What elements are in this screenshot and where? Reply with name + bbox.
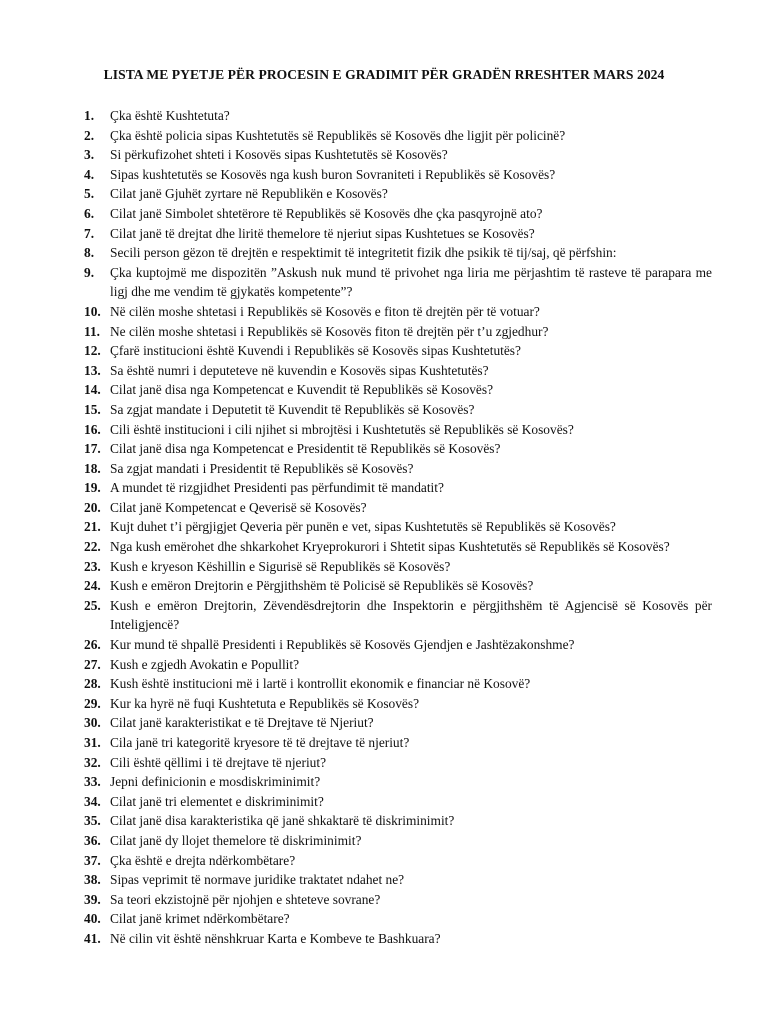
question-item	[84, 537, 712, 557]
question-text: Cilat janë disa nga Kompetencat e Presidentit të Republikës së Kosovës?	[110, 441, 501, 457]
question-item	[84, 655, 712, 675]
question-text: Çka është e drejta ndërkombëtare?	[110, 852, 296, 868]
document-title: LISTA ME PYETJE PËR PROCESIN E GRADIMIT PËR GRADËN RRESHTER MARS 2024	[103, 67, 665, 82]
question-number: 3.	[84, 147, 95, 163]
question-item	[84, 145, 712, 165]
question-item	[84, 126, 712, 146]
question-number: 4.	[84, 166, 95, 182]
question-text: Jepni definicionin e mosdiskriminimit?	[110, 774, 321, 790]
question-item	[84, 204, 712, 224]
question-text: Sa është numri i deputeteve në kuvendin e Kosovës sipas Kushtetutës?	[110, 362, 489, 378]
question-number: 23.	[84, 558, 101, 574]
question-item	[84, 811, 712, 831]
question-number: 2.	[84, 127, 95, 143]
question-text: Kush e kryeson Këshillin e Sigurisë së Republikës së Kosovës?	[110, 558, 451, 574]
question-text: Çfarë institucioni është Kuvendi i Republikës së Kosovës sipas Kushtetutës?	[110, 343, 521, 359]
question-number: 28.	[84, 676, 101, 692]
question-text: Sa teori ekzistojnë për njohjen e shteteve sovrane?	[110, 891, 381, 907]
question-item	[84, 909, 712, 929]
question-text: Kush është institucioni më i lartë i kontrollit ekonomik e financiar në Kosovë?	[110, 676, 531, 692]
question-number: 11.	[84, 323, 100, 339]
question-item	[84, 674, 712, 694]
question-item	[84, 576, 712, 596]
question-item	[84, 517, 712, 537]
question-item	[84, 694, 712, 714]
question-item	[84, 380, 712, 400]
question-item	[84, 772, 712, 792]
question-number: 38.	[84, 872, 101, 888]
question-text: Cilat janë disa karakteristika që janë shkaktarë të diskriminimit?	[110, 813, 455, 829]
question-item	[84, 792, 712, 812]
question-number: 9.	[84, 264, 95, 280]
question-number: 31.	[84, 735, 101, 750]
question-number: 17.	[84, 441, 101, 457]
question-item	[84, 596, 712, 635]
question-item	[84, 184, 712, 204]
question-text: Kush e emëron Drejtorin e Përgjithshëm të Policisë së Republikës së Kosovës?	[110, 578, 534, 594]
question-number: 14.	[84, 382, 101, 398]
question-text: Cilat janë Gjuhët zyrtare në Republikën e Kosovës?	[110, 186, 388, 202]
question-text: Cili është qëllimi i të drejtave të njeriut?	[110, 754, 327, 770]
question-item	[84, 635, 712, 655]
question-number: 1.	[84, 108, 95, 123]
question-number: 25.	[84, 597, 101, 613]
question-text: Cili është institucioni i cili njihet si mbrojtësi i Kushtetutës së Republikës së Kosovës?	[110, 421, 574, 437]
question-text: A mundet të rizgjidhet Presidenti pas përfundimit të mandatit?	[110, 480, 444, 496]
question-item	[84, 851, 712, 871]
question-item	[84, 713, 712, 733]
question-item	[84, 420, 712, 440]
question-text: Cilat janë Simbolet shtetërore të Republikës së Kosovës dhe çka pasqyrojnë ato?	[110, 205, 543, 221]
question-number: 19.	[84, 480, 101, 496]
question-item	[84, 478, 712, 498]
question-number: 10.	[84, 303, 101, 319]
question-number: 13.	[84, 362, 101, 378]
question-text: Ne cilën moshe shtetasi i Republikës së Kosovës fiton të drejtën për t’u zgjedhur?	[110, 323, 549, 339]
question-text: Sa zgjat mandate i Deputetit të Kuvendit të Republikës së Kosovës?	[110, 401, 475, 417]
question-text: Cila janë tri kategoritë kryesore të të drejtave të njeriut?	[110, 735, 410, 750]
question-number: 34.	[84, 793, 101, 809]
question-item	[84, 831, 712, 851]
question-number: 12.	[84, 343, 101, 359]
question-number: 33.	[84, 774, 101, 790]
question-number: 7.	[84, 225, 95, 241]
question-number: 41.	[84, 930, 101, 946]
question-number: 30.	[84, 715, 101, 731]
question-number: 26.	[84, 637, 101, 653]
question-text: Cilat janë karakteristikat e të Drejtave të Njeriut?	[110, 715, 374, 731]
question-item	[84, 302, 712, 322]
question-number: 20.	[84, 499, 101, 515]
question-item	[84, 224, 712, 244]
question-item	[84, 753, 712, 773]
question-number: 22.	[84, 539, 101, 555]
question-item	[84, 263, 712, 302]
question-item	[84, 733, 712, 753]
question-number: 15.	[84, 401, 101, 417]
question-item	[84, 498, 712, 518]
question-text: Si përkufizohet shteti i Kosovës sipas Kushtetutës së Kosovës?	[110, 147, 448, 163]
question-text: Cilat janë krimet ndërkombëtare?	[110, 911, 290, 927]
question-item	[84, 243, 712, 263]
question-item	[84, 459, 712, 479]
question-number: 32.	[84, 754, 101, 770]
question-text: Cilat janë tri elementet e diskriminimit?	[110, 793, 324, 809]
question-number: 24.	[84, 578, 101, 594]
question-text: Nga kush emërohet dhe shkarkohet Kryeprokurori i Shtetit sipas Kushtetutës së Republikës së Kosovës?	[110, 539, 670, 555]
question-number: 8.	[84, 245, 95, 261]
question-text: Cilat janë Kompetencat e Qeverisë së Kosovës?	[110, 499, 367, 515]
question-number: 39.	[84, 891, 101, 907]
question-number: 37.	[84, 852, 101, 868]
question-number: 18.	[84, 460, 101, 476]
question-text: Kur ka hyrë në fuqi Kushtetuta e Republikës së Kosovës?	[110, 695, 420, 711]
question-text: Çka është policia sipas Kushtetutës së Republikës së Kosovës dhe ligjit për policinë?	[110, 127, 566, 143]
question-text: Sa zgjat mandati i Presidentit të Republikës së Kosovës?	[110, 460, 414, 476]
question-text: Cilat janë dy llojet themelore të diskriminimit?	[110, 832, 362, 848]
question-number: 16.	[84, 421, 101, 437]
question-text: Në cilin vit është nënshkruar Karta e Kombeve te Bashkuara?	[110, 930, 441, 946]
question-number: 40.	[84, 911, 101, 927]
question-text: Kush e emëron Drejtorin, Zëvendësdrejtorin dhe Inspektorin e përgjithshëm të Agjencisë së Kosovës për Inteligjencë?	[110, 597, 712, 633]
question-item	[84, 322, 712, 342]
question-item	[84, 361, 712, 381]
question-text: Sipas kushtetutës se Kosovës nga kush buron Sovraniteti i Republikës së Kosovës?	[110, 166, 556, 182]
question-item	[84, 400, 712, 420]
question-item	[84, 929, 712, 949]
question-item	[84, 165, 712, 185]
question-item	[84, 557, 712, 577]
question-list	[84, 106, 712, 949]
question-number: 29.	[84, 695, 101, 711]
question-number: 21.	[84, 519, 101, 535]
question-number: 36.	[84, 832, 101, 848]
question-text: Cilat janë të drejtat dhe liritë themelore të njeriut sipas Kushtetues se Kosovës?	[110, 225, 535, 241]
question-number: 5.	[84, 186, 95, 202]
question-text: Çka është Kushtetuta?	[110, 108, 230, 123]
question-text: Secili person gëzon të drejtën e respektimit të integritetit fizik dhe psikik të tij/saj, që përfshin:	[110, 245, 617, 261]
question-number: 35.	[84, 813, 101, 829]
question-text: Kujt duhet t’i përgjigjet Qeveria për punën e vet, sipas Kushtetutës së Republikës së Kosovës?	[110, 519, 616, 535]
question-number: 6.	[84, 205, 95, 221]
question-item	[84, 870, 712, 890]
question-text: Sipas veprimit të normave juridike traktatet ndahet ne?	[110, 872, 405, 888]
question-text: Cilat janë disa nga Kompetencat e Kuvendit të Republikës së Kosovës?	[110, 382, 494, 398]
question-item	[84, 106, 712, 126]
question-text: Kush e zgjedh Avokatin e Popullit?	[110, 656, 300, 672]
question-item	[84, 890, 712, 910]
question-item	[84, 439, 712, 459]
question-text: Në cilën moshe shtetasi i Republikës së Kosovës e fiton të drejtën për të votuar?	[110, 303, 540, 319]
question-number: 27.	[84, 656, 101, 672]
question-text: Kur mund të shpallë Presidenti i Republikës së Kosovës Gjendjen e Jashtëzakonshme?	[110, 637, 575, 653]
question-text: Çka kuptojmë me dispozitën ”Askush nuk mund të privohet nga liria me përjashtim të rasteve të parapara me ligj dhe me vendim të gjykatës kompetente”?	[110, 264, 712, 300]
question-item	[84, 341, 712, 361]
